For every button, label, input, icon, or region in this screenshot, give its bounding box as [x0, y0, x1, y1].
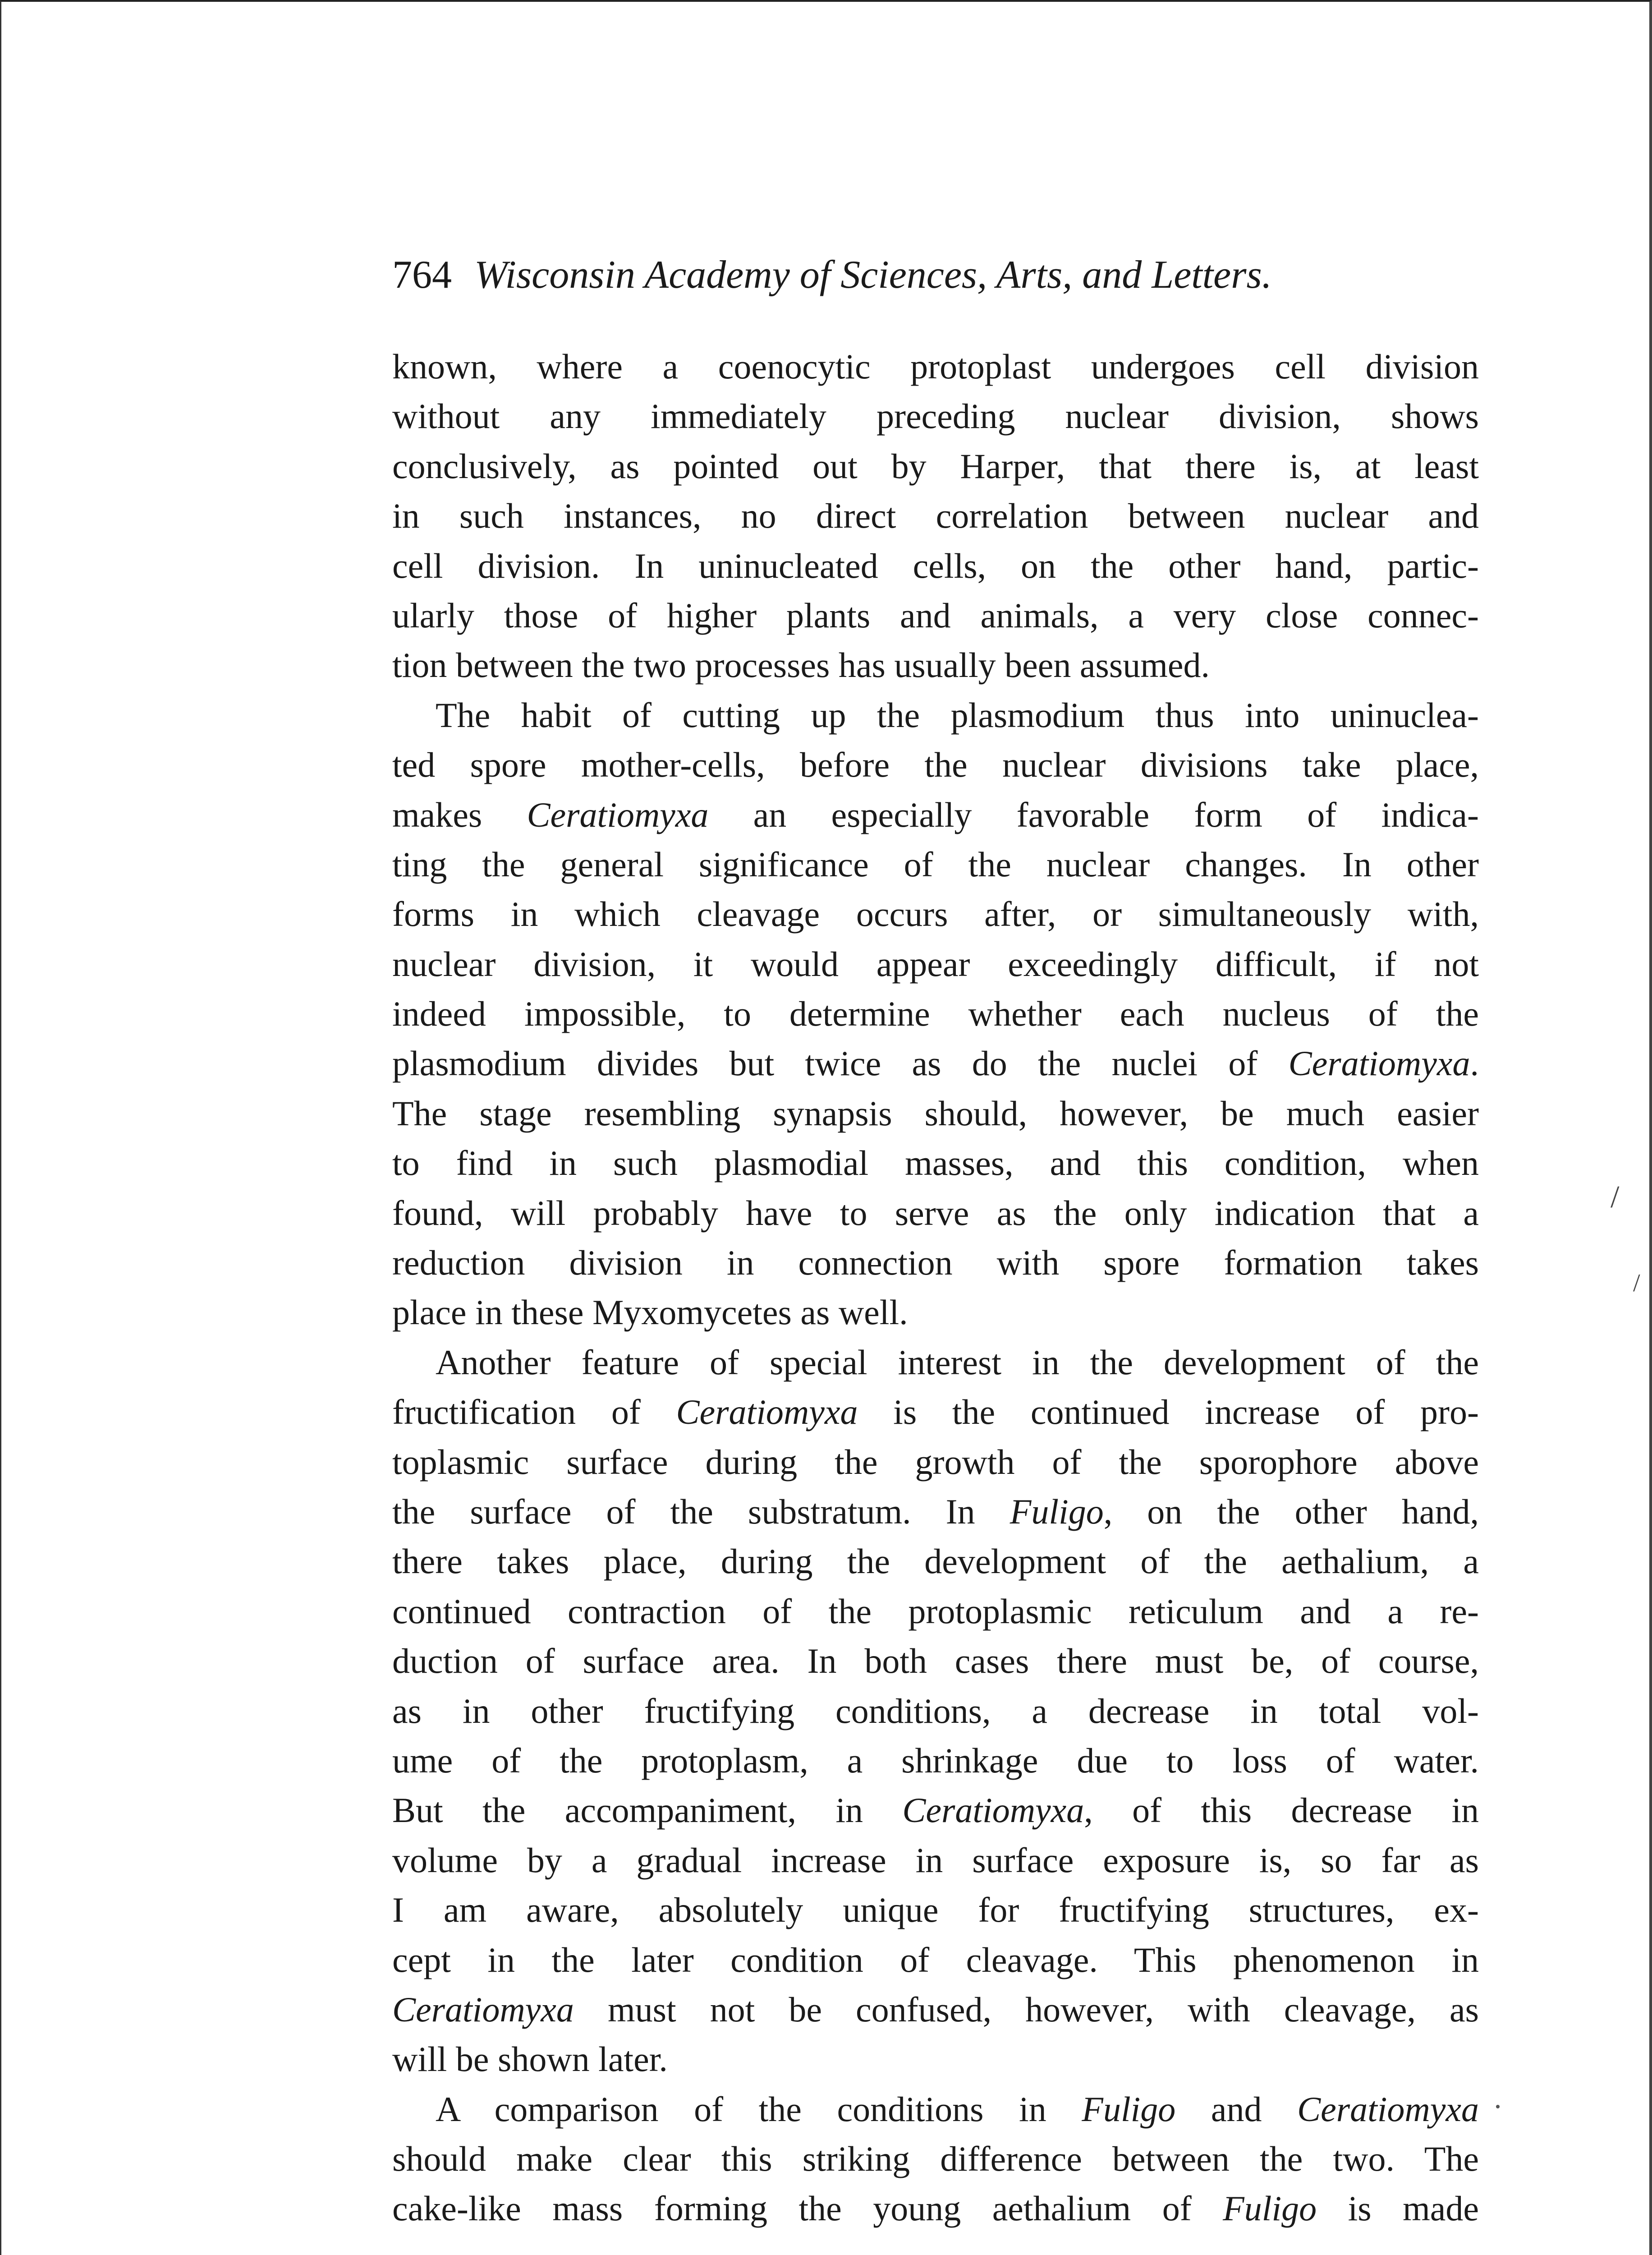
text-line: to find in such plasmodial masses, and this condition, when — [392, 1143, 1479, 1183]
text-line: forms in which cleavage occurs after, or simultaneously with, — [392, 894, 1479, 934]
text-line: cell division. In uninucleated cells, on the other hand, partic- — [392, 546, 1479, 585]
margin-dot — [1496, 2105, 1500, 2108]
text-line: Ceratiomyxa must not be confused, however, with cleavage, as — [392, 1989, 1479, 2029]
text-line: known, where a coenocytic protoplast undergoes cell division — [392, 347, 1479, 386]
journal-title: Wisconsin Academy of Sciences, Arts, and Letters. — [474, 253, 1272, 297]
text-line: should make clear this striking difference between the two. The — [392, 2139, 1479, 2179]
page-number: 764 — [392, 253, 452, 297]
text-line: The stage resembling synapsis should, however, be much easier — [392, 1093, 1479, 1133]
text-line: makes Ceratiomyxa an especially favorable form of indica- — [392, 795, 1479, 834]
text-line: found, will probably have to serve as the only indication that a — [392, 1193, 1479, 1233]
text-line: The habit of cutting up the plasmodium thus into uninuclea- — [436, 695, 1479, 735]
text-line: ume of the protoplasm, a shrinkage due to loss of water. — [392, 1740, 1479, 1780]
margin-mark: / — [1633, 1269, 1640, 1297]
text-line: ted spore mother-cells, before the nuclear divisions take place, — [392, 745, 1479, 785]
text-line: A comparison of the conditions in Fuligo and Ceratiomyxa — [436, 2089, 1479, 2129]
italic-term: Ceratiomyxa — [392, 1989, 574, 2029]
text-line: duction of surface area. In both cases there must be, of course, — [392, 1641, 1479, 1681]
italic-term: Fuligo — [1223, 2189, 1317, 2228]
text-line: in such instances, no direct correlation between nuclear and — [392, 496, 1479, 536]
text-line: there takes place, during the development of the aethalium, a — [392, 1542, 1479, 1581]
text-line: ting the general significance of the nuclear changes. In other — [392, 844, 1479, 884]
text-line: cept in the later condition of cleavage. This phenomenon in — [392, 1940, 1479, 1979]
running-head — [392, 250, 1492, 300]
italic-term: Ceratiomyxa — [1297, 2089, 1479, 2129]
text-line: cake-like mass forming the young aethalium of Fuligo is made — [392, 2189, 1479, 2228]
text-line: Another feature of special interest in the development of the — [436, 1342, 1479, 1382]
text-line: will be shown later. — [392, 2039, 668, 2079]
text-line: fructification of Ceratiomyxa is the continued increase of pro- — [392, 1392, 1479, 1432]
text-line: conclusively, as pointed out by Harper, that there is, at least — [392, 446, 1479, 486]
italic-term: Ceratiomyxa — [527, 795, 709, 834]
italic-term: Fuligo — [1010, 1491, 1104, 1531]
text-line: as in other fructifying conditions, a decrease in total vol- — [392, 1691, 1479, 1730]
text-line: tion between the two processes has usually been assumed. — [392, 645, 1210, 685]
margin-mark: / — [1611, 1180, 1620, 1215]
text-line: I am aware, absolutely unique for fructifying structures, ex- — [392, 1890, 1479, 1930]
text-line: continued contraction of the protoplasmic reticulum and a re- — [392, 1591, 1479, 1631]
text-line: volume by a gradual increase in surface exposure is, so far as — [392, 1840, 1479, 1880]
text-line: nuclear division, it would appear exceedingly difficult, if not — [392, 944, 1479, 984]
italic-term: Fuligo — [1082, 2089, 1176, 2129]
text-line: ularly those of higher plants and animals, a very close connec- — [392, 595, 1479, 635]
text-line: plasmodium divides but twice as do the nuclei of Ceratiomyxa. — [392, 1044, 1479, 1083]
text-line: But the accompaniment, in Ceratiomyxa, of this decrease in — [392, 1790, 1479, 1830]
italic-term: Ceratiomyxa — [1288, 1044, 1470, 1083]
text-line: without any immediately preceding nuclear division, shows — [392, 396, 1479, 436]
text-line: the surface of the substratum. In Fuligo, on the other hand, — [392, 1491, 1479, 1531]
body-text — [392, 342, 1479, 2234]
text-line: reduction division in connection with spore formation takes — [392, 1243, 1479, 1283]
text-line: toplasmic surface during the growth of the sporophore above — [392, 1442, 1479, 1482]
text-line: place in these Myxomycetes as well. — [392, 1293, 908, 1332]
italic-term: Ceratiomyxa — [902, 1790, 1084, 1830]
text-line: indeed impossible, to determine whether each nucleus of the — [392, 994, 1479, 1034]
italic-term: Ceratiomyxa — [676, 1392, 858, 1432]
